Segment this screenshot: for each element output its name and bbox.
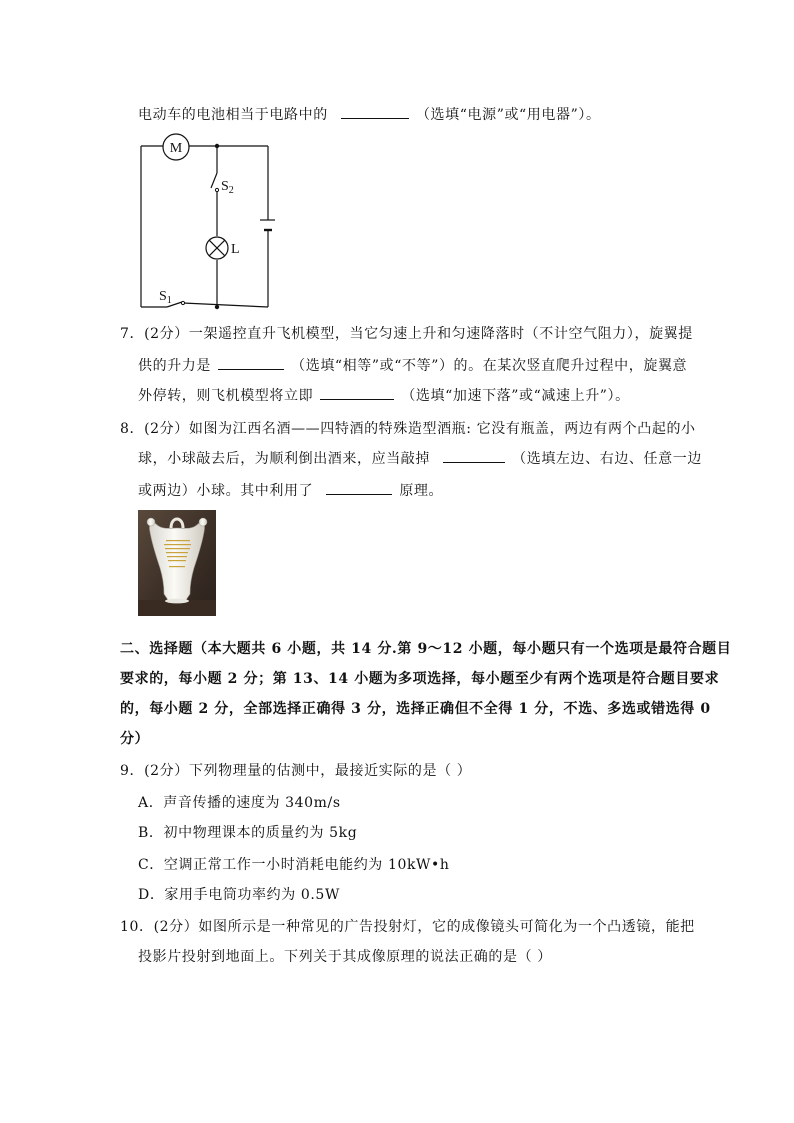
switch-s2 (211, 173, 234, 196)
q7-text-2b: （选填“相等”或“不等”）的。在某次竖直爬升过程中，旋翼意 (291, 358, 688, 374)
switch-s1-label: $S_1$ (159, 289, 172, 306)
q8-text-2a: 球，小球敲去后，为顺利倒出酒来，应当敲掉 (138, 451, 430, 467)
lamp-label: L (231, 242, 240, 257)
q8-text-3a: 或两边）小球。其中利用了 (138, 483, 314, 499)
lamp-symbol (206, 237, 240, 259)
q8-answer-blank-2[interactable] (326, 482, 392, 495)
switch-s1 (159, 289, 185, 307)
junction-dot-top (215, 144, 219, 148)
circuit-diagram (135, 133, 275, 313)
q7-line3 (138, 385, 630, 405)
q9-option-d[interactable]: D．家用手电筒功率约为 0.5W (138, 887, 340, 903)
q6-line (138, 104, 601, 124)
section2-heading-line4: 分） (120, 731, 150, 747)
switch-s2-label: $S_2$ (221, 179, 234, 196)
q8-answer-blank-1[interactable] (443, 450, 505, 463)
q8-line2 (138, 448, 702, 468)
q6-hint: （选填“电源”或“用电器”）。 (415, 107, 601, 123)
q7-line1: 7．(2分）一架遥控直升飞机模型，当它匀速上升和匀速降落时（不计空气阻力），旋翼提 (120, 326, 693, 342)
q8-text-3b: 原理。 (399, 483, 444, 499)
q9-option-c[interactable]: C．空调正常工作一小时消耗电能约为 10kW•h (138, 857, 450, 873)
q10-line1: 10．(2分）如图所示是一种常见的广告投射灯，它的成像镜头可简化为一个凸透镜，能把 (120, 919, 695, 935)
q7-text-2a: 供的升力是 (138, 358, 211, 374)
q7-line2 (138, 355, 687, 375)
battery-symbol (260, 220, 275, 230)
q9-option-a[interactable]: A．声音传播的速度为 340m/s (138, 795, 341, 811)
q7-answer-blank-1[interactable] (218, 357, 284, 370)
motor-label: M (169, 141, 183, 156)
q10-line2: 投影片投射到地面上。下列关于其成像原理的说法正确的是（ ） (138, 949, 552, 965)
wine-bottle-photo (138, 510, 216, 616)
section2-heading-line3: 的，每小题 2 分，全部选择正确得 3 分，选择正确但不全得 1 分，不选、多选或错选得 0 (120, 701, 711, 717)
section2-heading-line1: 二、选择题（本大题共 6 小题，共 14 分.第 9～12 小题，每小题只有一个选项是最符合题目 (120, 641, 732, 657)
q8-line1: 8．(2分）如图为江西名酒——四特酒的特殊造型酒瓶: 它没有瓶盖，两边有两个凸起的小 (120, 421, 696, 437)
q6-answer-blank[interactable] (341, 106, 409, 119)
q7-text-3a: 外停转，则飞机模型将立即 (138, 388, 314, 404)
section2-heading-line2: 要求的，每小题 2 分；第 13、14 小题为多项选择，每小题至少有两个选项是符合题目要求 (120, 671, 720, 687)
q6-text: 电动车的电池相当于电路中的 (138, 107, 328, 123)
motor-symbol (163, 134, 189, 160)
q7-text-3b: （选填“加速下落”或“减速上升”）。 (401, 388, 630, 404)
q8-text-2b: （选填左边、右边、任意一边 (512, 451, 702, 467)
q9-stem: 9．(2分）下列物理量的估测中，最接近实际的是（ ） (120, 763, 472, 779)
q9-option-b[interactable]: B．初中物理课本的质量约为 5kg (138, 825, 358, 841)
junction-dot-bottom (215, 305, 219, 309)
q8-line3 (138, 480, 443, 500)
q7-answer-blank-2[interactable] (320, 387, 394, 400)
